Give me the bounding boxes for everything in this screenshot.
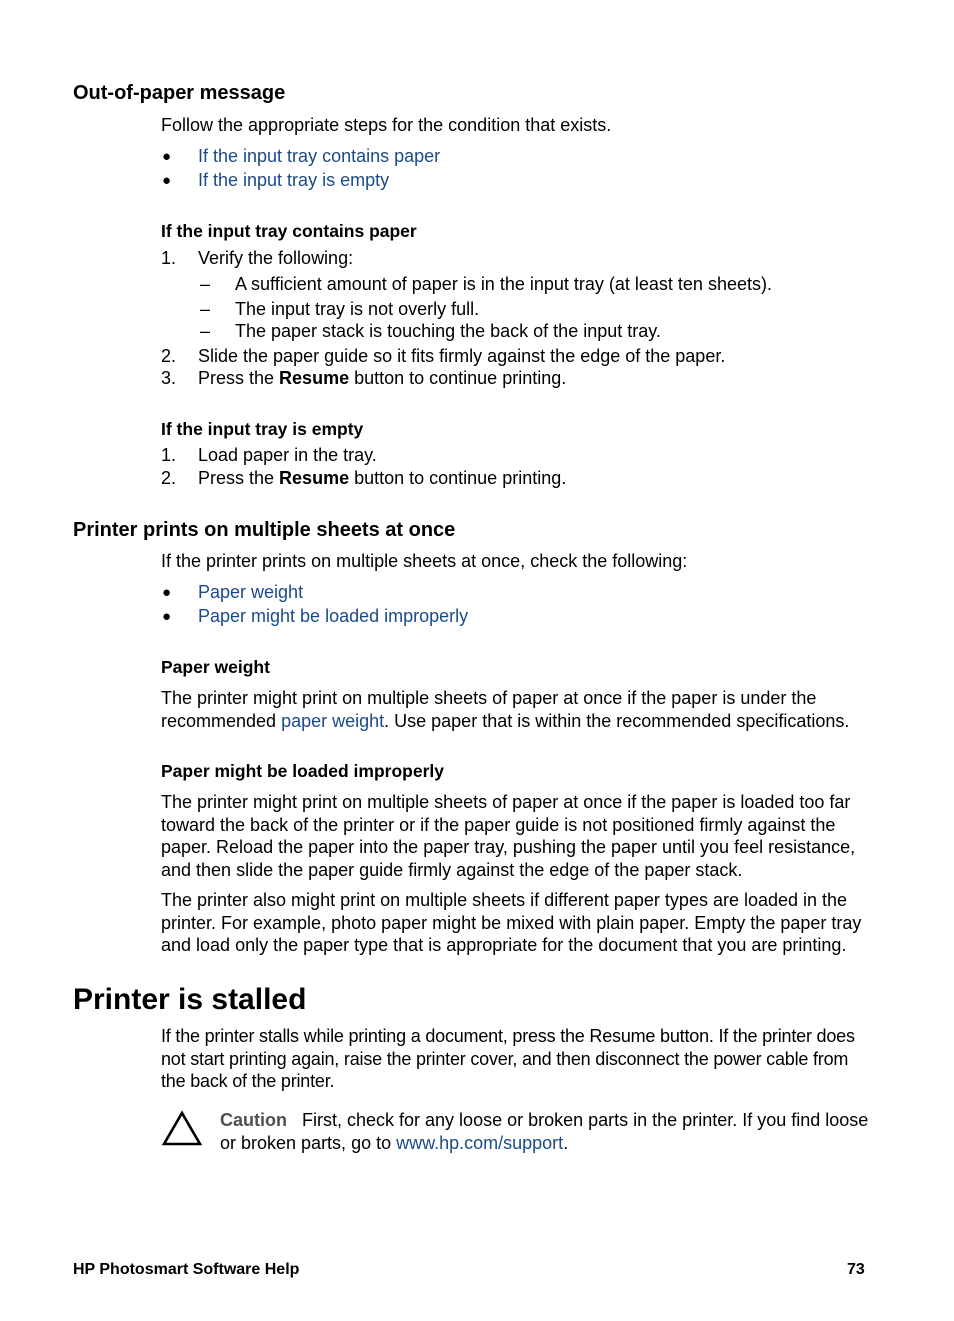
sub-item: A sufficient amount of paper is in the input tray (at least ten sheets). — [235, 274, 772, 294]
sub-item: The paper stack is touching the back of the input tray. — [235, 321, 661, 341]
link-input-tray-empty[interactable]: If the input tray is empty — [198, 170, 390, 190]
subheading-contains-paper: If the input tray contains paper — [161, 221, 417, 241]
step-number: 1. — [161, 248, 177, 268]
step-slide-guide: Slide the paper guide so it fits firmly against the edge of the paper. — [198, 346, 726, 366]
section-heading-out-of-paper: Out-of-paper message — [73, 82, 286, 104]
subheading-loaded-improperly: Paper might be loaded improperly — [161, 761, 444, 781]
bullet-icon: ● — [162, 608, 172, 625]
stalled-paragraph: If the printer stalls while printing a document, press the Resume button. If the printer does not start printing again, raise the printer cover, and then disconnect the power cable from the back of the printer. — [161, 1026, 855, 1091]
loaded-improperly-paragraph-2: The printer also might print on multiple sheets if different paper types are loaded in the printer. For example, photo paper might be mixed with plain paper. Empty the paper tray and load only the paper type that is appropriate for the document that you are printing. — [161, 890, 862, 955]
step-load-paper: Load paper in the tray. — [198, 445, 377, 465]
multiple-sheets-intro: If the printer prints on multiple sheets at once, check the following: — [161, 551, 688, 571]
caution-note: Caution First, check for any loose or broken parts in the printer. If you find loose or broken parts, go to www.hp.com/support. — [220, 1110, 869, 1153]
subheading-tray-empty: If the input tray is empty — [161, 419, 364, 439]
step-press-resume: Press the Resume button to continue printing. — [198, 468, 567, 488]
page-number: 73 — [847, 1261, 865, 1278]
step-number: 3. — [161, 368, 177, 388]
bullet-icon: ● — [162, 148, 172, 165]
bullet-icon: ● — [162, 584, 172, 601]
link-paper-weight[interactable]: Paper weight — [198, 582, 304, 602]
step-number: 2. — [161, 468, 177, 488]
step-press-resume: Press the Resume button to continue printing. — [198, 368, 567, 388]
link-paper-weight-inline[interactable]: paper weight — [281, 710, 385, 731]
subheading-paper-weight: Paper weight — [161, 657, 270, 677]
warning-triangle-icon — [162, 1110, 202, 1147]
dash-marker: – — [200, 321, 211, 341]
dash-marker: – — [200, 274, 211, 294]
step-number: 1. — [161, 445, 177, 465]
dash-marker: – — [200, 299, 211, 319]
step-number: 2. — [161, 346, 177, 366]
sub-item: The input tray is not overly full. — [235, 299, 480, 319]
step-verify: Verify the following: — [198, 248, 354, 268]
link-loaded-improperly[interactable]: Paper might be loaded improperly — [198, 606, 469, 626]
page-heading-printer-stalled: Printer is stalled — [73, 983, 307, 1016]
caution-label: Caution — [220, 1110, 287, 1130]
link-hp-support[interactable]: www.hp.com/support — [396, 1132, 564, 1153]
footer-title: HP Photosmart Software Help — [73, 1261, 300, 1278]
paper-weight-paragraph: The printer might print on multiple sheets of paper at once if the paper is under the recommended paper weight. Use paper that is within the recommended specifications. — [161, 688, 850, 731]
bullet-icon: ● — [162, 172, 172, 189]
section-heading-multiple-sheets: Printer prints on multiple sheets at once — [73, 519, 456, 541]
loaded-improperly-paragraph-1: The printer might print on multiple sheets of paper at once if the paper is loaded too far toward the back of the printer or if the paper guide is not positioned firmly against the paper. Reload the paper into the paper tray, pushing the paper until you feel resistance, and then slide the paper guide firmly against the edge of the paper stack. — [161, 792, 856, 880]
out-of-paper-intro: Follow the appropriate steps for the condition that exists. — [161, 115, 612, 135]
link-input-tray-contains-paper[interactable]: If the input tray contains paper — [198, 146, 441, 166]
